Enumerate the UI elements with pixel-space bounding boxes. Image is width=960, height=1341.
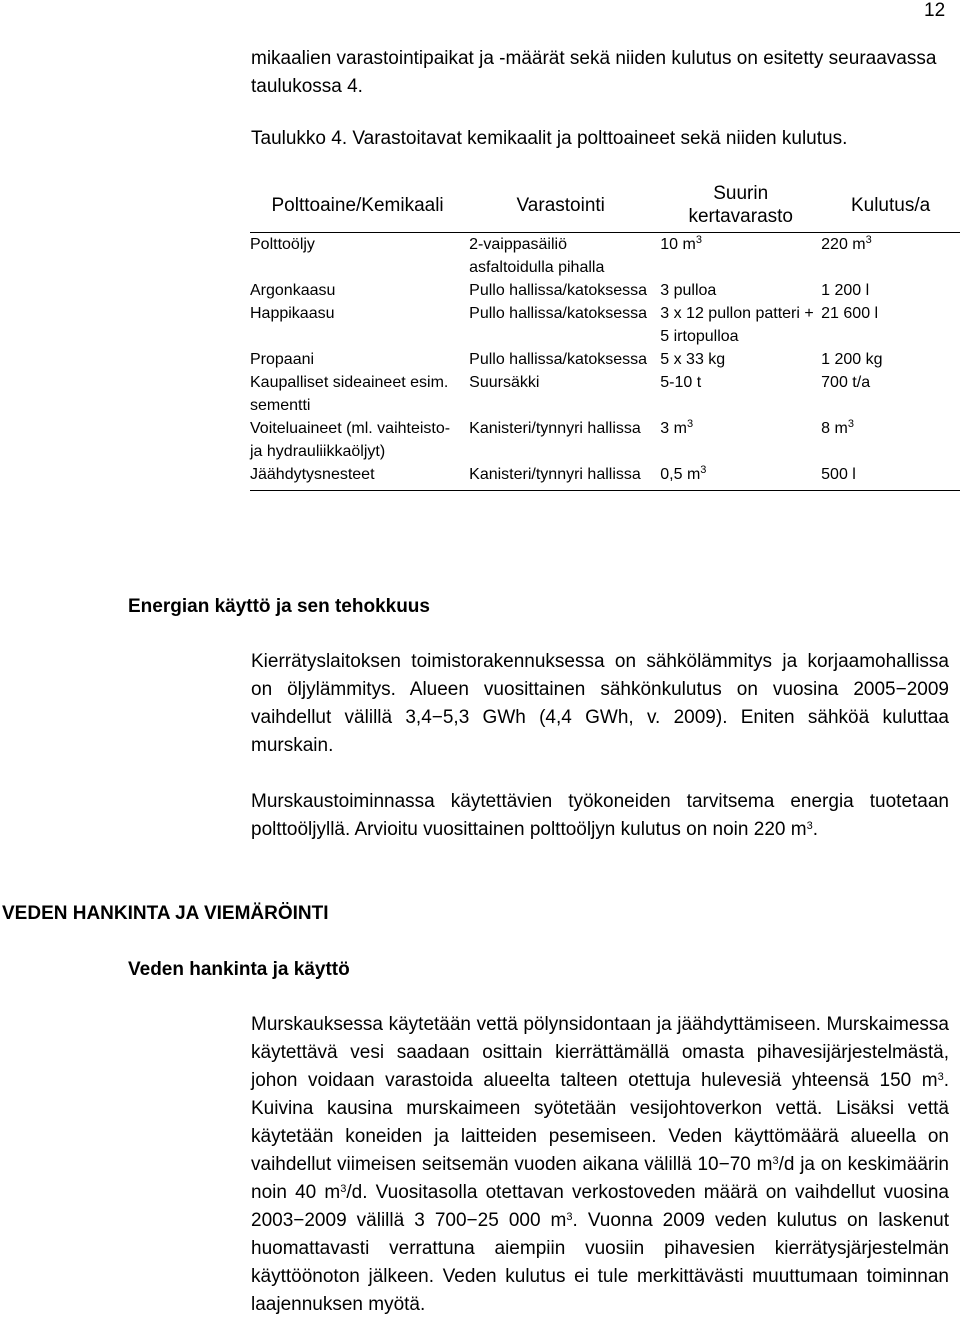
header-max-storage: Suurin kertavarasto [652, 180, 821, 233]
value-text: 8 m [821, 420, 848, 437]
table-row [250, 279, 960, 302]
superscript: 3 [566, 1211, 573, 1223]
paragraph-text: . Vuonna 2009 veden kulutus on laskenut huomattavasti verrattuna aiempiin vuosiin pihavesien kierrätysjärjestelmän käyttöönoton jälkeen. Veden kulutus ei tule merkittävästi muuttumaan toiminnan laajennuksen myötä. [251, 1210, 949, 1315]
paragraph-text: . Kuivina kausina murskaimeen syötetään vesijohtoverkon vettä. Lisäksi vettä käytetään koneiden ja laitteiden pesemiseen. Veden käyttömäärä alueella on vaihdellut viimeisen seitsemän vuoden aikana välillä 10−70 m [251, 1070, 949, 1175]
cell-storage: Suursäkki [469, 374, 540, 391]
cell-max-storage [652, 233, 821, 280]
cell-consumption: 500 l [821, 463, 960, 491]
table-row [250, 371, 960, 417]
table-row [250, 233, 960, 280]
table-row [250, 417, 960, 463]
value-text: 10 m [660, 236, 696, 253]
energy-heading: Energian käyttö ja sen tehokkuus [128, 596, 430, 617]
chemicals-table [250, 180, 960, 491]
water-subheading: Veden hankinta ja käyttö [128, 959, 350, 980]
cell-chemical: Kaupalliset sideaineet esim. sementti [250, 374, 449, 414]
cell-max-storage: 5-10 t [660, 374, 702, 391]
paragraph-text: /d. Vuositasolla otettavan verkostoveden määrä on vaihdellut vuosina 2003−2009 välillä 3 700−25 000 m [251, 1182, 949, 1231]
cell-chemical: Argonkaasu [250, 282, 336, 299]
paragraph-text: /d ja on keskimäärin noin 40 m [251, 1154, 950, 1203]
superscript: 3 [937, 1071, 944, 1083]
superscript: 3 [847, 418, 854, 430]
table-row [250, 302, 960, 348]
energy-paragraph-2 [251, 788, 949, 844]
header-storage: Varastointi [465, 180, 652, 233]
cell-max-storage [652, 463, 821, 491]
cell-consumption [821, 233, 960, 280]
header-consumption: Kulutus/a [821, 180, 960, 233]
cell-storage: Pullo hallissa/katoksessa [469, 305, 648, 322]
paragraph-text: . [812, 819, 818, 840]
cell-chemical: Voiteluaineet (ml. vaihteisto- ja hydrauliikkaöljyt) [250, 420, 451, 460]
superscript: 3 [695, 234, 702, 246]
cell-storage: Pullo hallissa/katoksessa [469, 282, 648, 299]
table-caption: Taulukko 4. Varastoitavat kemikaalit ja polttoaineet sekä niiden kulutus. [251, 128, 848, 149]
cell-consumption: 21 600 l [821, 305, 879, 322]
header-chemical: Polttoaine/Kemikaali [250, 180, 465, 233]
paragraph-text: Murskauksessa käytetään vettä pölynsidontaan ja jäähdyttämiseen. Murskaimessa käytettävä vesi saadaan osittain kierrättämällä omasta pihavesijärjestelmästä, johon voidaan varastoida alueelta talteen otettuja hulevesiä yhteensä 150 m [251, 1014, 949, 1091]
intro-paragraph: mikaalien varastointipaikat ja -määrät sekä niiden kulutus on esitetty seuraavassa taulukossa 4. [251, 48, 937, 97]
cell-max-storage: 3 x 12 pullon patteri + 5 irtopulloa [660, 305, 814, 345]
superscript: 3 [865, 234, 872, 246]
page-number: 12 [924, 0, 946, 21]
cell-consumption: 1 200 l [821, 282, 870, 299]
cell-chemical: Jäähdytysnesteet [250, 463, 465, 491]
table-row [250, 463, 960, 491]
cell-chemical: Happikaasu [250, 305, 335, 322]
cell-max-storage [652, 417, 821, 463]
cell-storage: Kanisteri/tynnyri hallissa [469, 420, 641, 437]
superscript: 3 [772, 1155, 779, 1167]
value-text: 0,5 m [660, 466, 701, 483]
value-text: 220 m [821, 236, 866, 253]
cell-consumption: 700 t/a [821, 374, 871, 391]
water-paragraph [251, 1011, 949, 1319]
superscript: 3 [806, 820, 813, 832]
energy-paragraph-1: Kierrätyslaitoksen toimistorakennuksessa on sähkölämmitys ja korjaamohallissa on öljylämmitys. Alueen vuosittainen sähkönkulutus on vuosina 2005−2009 vaihdellut välillä 3,4−5,3 GWh (4,4 GWh, v. 2009). Eniten sähköä kuluttaa murskain. [251, 651, 949, 756]
superscript: 3 [700, 464, 707, 476]
superscript: 3 [686, 418, 694, 430]
cell-max-storage: 3 pulloa [660, 282, 717, 299]
value-text: 3 m [660, 420, 687, 437]
table-row [250, 348, 960, 371]
cell-max-storage: 5 x 33 kg [660, 351, 726, 368]
paragraph-text: Murskaustoiminnassa käytettävien työkoneiden tarvitsema energia tuotetaan polttoöljyllä. Arvioitu vuosittainen polttoöljyn kulutus on noin 220 m [251, 791, 949, 840]
cell-chemical: Propaani [250, 351, 315, 368]
cell-storage: Kanisteri/tynnyri hallissa [465, 463, 652, 491]
water-section-heading: VEDEN HANKINTA JA VIEMÄRÖINTI [2, 903, 329, 924]
superscript: 3 [340, 1183, 347, 1195]
cell-storage: 2-vaippasäiliö asfaltoidulla pihalla [469, 236, 605, 276]
cell-consumption [821, 417, 960, 463]
cell-storage: Pullo hallissa/katoksessa [469, 351, 648, 368]
cell-chemical: Polttoöljy [250, 236, 315, 253]
table-header-row [250, 180, 960, 233]
cell-consumption: 1 200 kg [821, 351, 883, 368]
